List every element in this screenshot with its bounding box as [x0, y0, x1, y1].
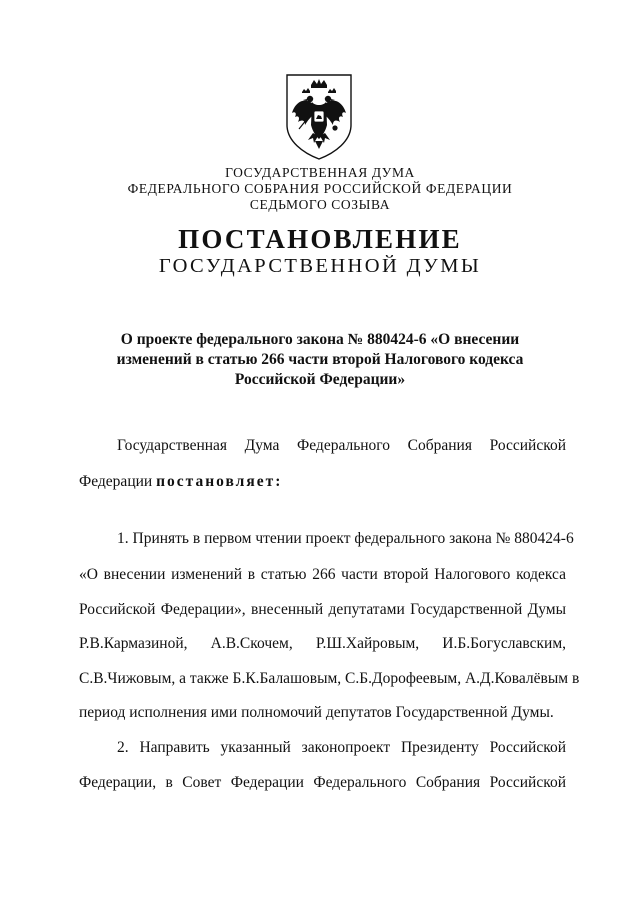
paragraph1-line5: С.В.Чижовым, а также Б.К.Балашовым, С.Б.Дорофеевым, А.Д.Ковалёвым в	[79, 670, 580, 687]
intro-line2	[79, 472, 566, 492]
document-issuer-subtitle: ГОСУДАРСТВЕННОЙ ДУМЫ	[158, 255, 482, 277]
paragraph1-line3: Российской Федерации», внесенный депутатами Государственной Думы	[79, 601, 566, 618]
paragraph2-line2: Федерации, в Совет Федерации Федерального Собрания Российской	[79, 774, 566, 791]
paragraph1-line2: «О внесении изменений в статью 266 части второй Налогового кодекса	[79, 566, 566, 583]
paragraph1-line6: период исполнения ими полномочий депутатов Государственной Думы.	[79, 704, 554, 721]
convocation-line: СЕДЬМОГО СОЗЫВА	[249, 197, 391, 212]
intro-line1: Государственная Дума Федерального Собрания Российской	[117, 437, 566, 454]
paragraph2-line1: 2. Направить указанный законопроект Президенту Российской	[117, 739, 566, 756]
paragraph1-line1: 1. Принять в первом чтении проект федерального закона № 880424-6	[117, 530, 574, 547]
document-type-title: ПОСТАНОВЛЕНИЕ	[178, 224, 462, 254]
subject-line3: Российской Федерации»	[234, 371, 406, 388]
resolves-word: постановляет:	[156, 473, 283, 490]
intro-line2-prefix: Федерации	[79, 473, 157, 490]
subject-line1: О проекте федерального закона № 880424-6 «О внесении	[120, 331, 520, 348]
subject-line2: изменений в статью 266 части второй Налогового кодекса	[116, 351, 524, 368]
org-name-line1: ГОСУДАРСТВЕННАЯ ДУМА	[225, 165, 415, 180]
org-name-line2: ФЕДЕРАЛЬНОГО СОБРАНИЯ РОССИЙСКОЙ ФЕДЕРАЦИИ	[127, 181, 513, 196]
paragraph1-line4: Р.В.Кармазиной, А.В.Скочем, Р.Ш.Хайровым, И.Б.Богуславским,	[79, 635, 566, 652]
russian-coat-of-arms-icon	[285, 73, 353, 161]
